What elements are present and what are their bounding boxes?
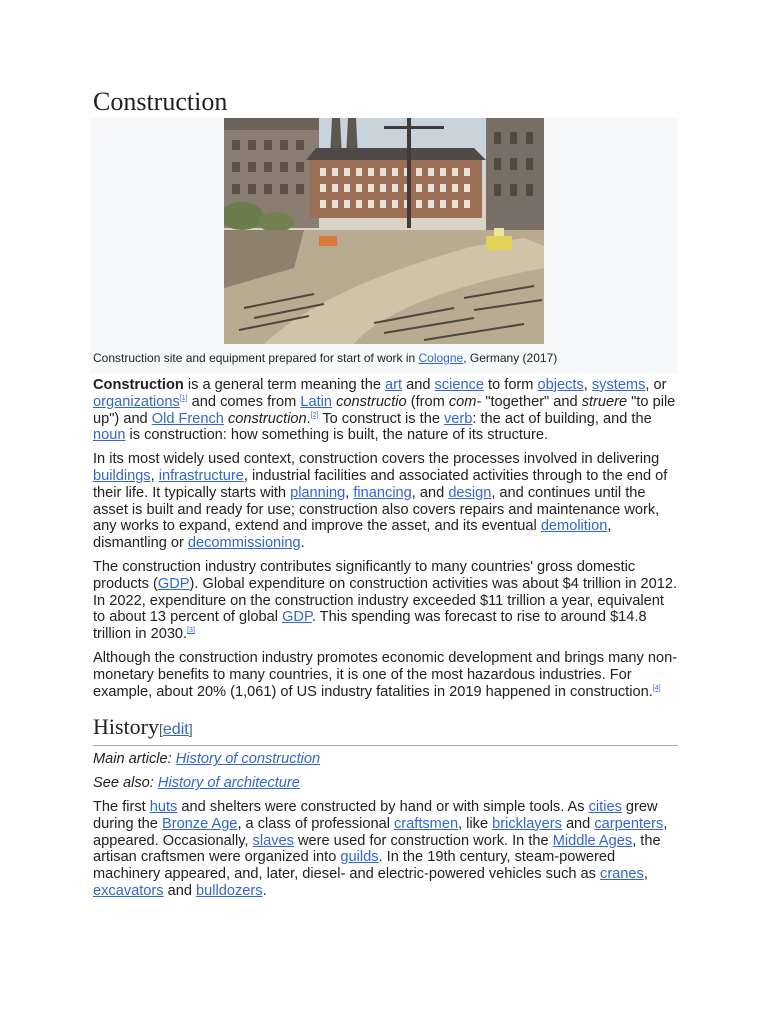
link-history-of-architecture[interactable]: History of architecture	[157, 775, 300, 792]
link-infrastructure[interactable]: infrastructure	[158, 467, 244, 484]
link-verb[interactable]: verb	[444, 410, 473, 427]
article	[93, 84, 678, 907]
link-demolition[interactable]: demolition	[540, 518, 608, 535]
link-organizations[interactable]: organizations	[93, 393, 180, 410]
figure-caption	[90, 344, 678, 366]
link-bulldozers[interactable]: bulldozers	[196, 882, 263, 899]
link-guilds[interactable]: guilds	[340, 849, 379, 866]
link-excavators[interactable]: excavators	[93, 882, 164, 899]
link-middle-ages[interactable]: Middle Ages	[552, 832, 633, 849]
link-carpenters[interactable]: carpenters	[594, 815, 664, 832]
lead-figure	[90, 118, 678, 374]
link-craftsmen[interactable]: craftsmen	[394, 815, 459, 832]
link-financing[interactable]: financing	[353, 484, 412, 501]
link-planning[interactable]: planning	[290, 484, 346, 501]
link-systems[interactable]: systems	[591, 377, 646, 393]
reference-4[interactable]: [4]	[652, 684, 661, 692]
link-bricklayers[interactable]: bricklayers	[492, 815, 562, 832]
link-science[interactable]: science	[434, 377, 484, 393]
link-cities[interactable]: cities	[588, 798, 622, 815]
link-latin[interactable]: Latin	[300, 393, 333, 410]
link-bronze-age[interactable]: Bronze Age	[161, 815, 238, 832]
page-title: Construction	[93, 87, 228, 116]
caption-text: Construction site and equipment prepared for start of work in	[93, 351, 419, 365]
link-art[interactable]: art	[385, 377, 403, 393]
intro-paragraph-4: Although the construction industry promotes economic development and brings many non-monetary benefits to many countries, it is one of the most hazardous industries. For example, about 20% (1,061) of US industry fatalities in 2019 happened in construction.[4]	[93, 649, 678, 700]
edit-section-link[interactable]: edit	[162, 721, 189, 739]
reference-3[interactable]: [3]	[187, 627, 195, 635]
link-gdp[interactable]: GDP	[157, 575, 190, 592]
reference-2[interactable]: [2]	[310, 411, 319, 419]
caption-text-end: , Germany (2017)	[463, 351, 558, 365]
link-noun[interactable]: noun	[93, 427, 126, 444]
link-design[interactable]: design	[448, 484, 492, 501]
link-cologne[interactable]: Cologne	[418, 351, 464, 365]
link-gdp-2[interactable]: GDP	[282, 609, 312, 626]
reference-1[interactable]: [1]	[179, 394, 188, 402]
history-title: History	[93, 714, 159, 740]
intro-paragraph-3: The construction industry contributes significantly to many countries' gross domestic products (GDP). Global expenditure on construction activities was about $4 trillion in 2012. In 2022, expenditure on the construction industry exceeded $11 trillion a year, equivalent to about 13 percent of global GDP. This spending was forecast to rise to around $14.8 trillion in 2030.[3]	[93, 558, 678, 643]
link-objects[interactable]: objects	[537, 377, 584, 393]
intro-paragraph-1: Construction is a general term meaning the art and science to form objects, systems, or organizations[1] and comes from Latin constructio (from com- "together" and struere "to pile up") and Old French construction.[2] To construct is the verb: the act of building, and the noun is construction: how something is built, the nature of its structure.	[93, 377, 676, 444]
construction-site-photo[interactable]	[224, 118, 544, 344]
link-history-of-construction[interactable]: History of construction	[175, 751, 321, 768]
main-article-note: Main article: History of construction	[93, 751, 321, 768]
history-paragraph-1: The first huts and shelters were constructed by hand or with simple tools. As cities grew during the Bronze Age, a class of professional craftsmen, like bricklayers and carpenters, appeared. Occasionally, slaves were used for construction work. In the Middle Ages, the artisan craftsmen were organized into guilds. In the 19th century, steam-powered machinery appeared, and, later, diesel- and electric-powered vehicles such as cranes, excavators and bulldozers.	[93, 798, 668, 899]
see-also-note: See also: History of architecture	[93, 775, 300, 792]
intro-paragraph-2: In its most widely used context, construction covers the processes involved in delivering buildings, infrastructure, industrial facilities and associated activities through to the end of their life. It typically starts with planning, financing, and design, and continues until the asset is built and ready for use; construction also covers repairs and maintenance work, any works to expand, extend and improve the asset, and its eventual demolition, dismantling or decommissioning.	[93, 451, 668, 552]
history-heading: History[edit]	[93, 714, 678, 746]
link-buildings[interactable]: buildings	[93, 467, 151, 484]
link-huts[interactable]: huts	[149, 798, 178, 815]
link-decommissioning[interactable]: decommissioning	[187, 535, 301, 552]
link-cranes[interactable]: cranes	[600, 866, 644, 883]
link-slaves[interactable]: slaves	[252, 832, 294, 849]
link-old-french[interactable]: Old French	[151, 410, 224, 427]
bold-term: Construction	[93, 377, 184, 393]
